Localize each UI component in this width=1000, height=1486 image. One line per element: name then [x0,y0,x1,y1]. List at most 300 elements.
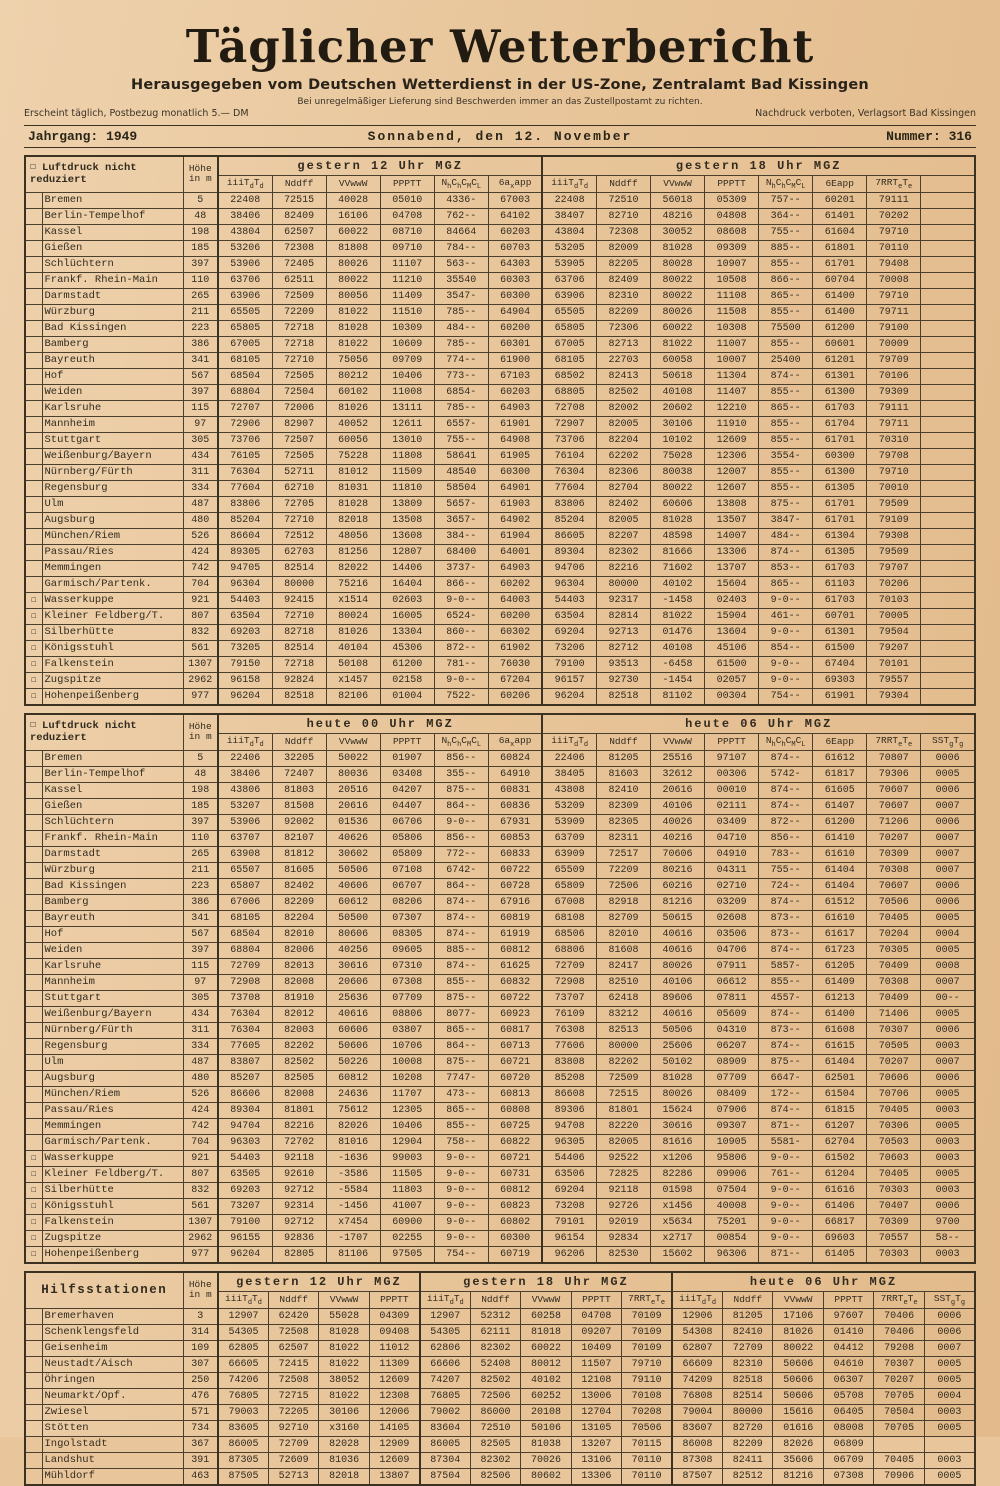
station-name: Bamberg [42,894,183,910]
station-row [25,1070,975,1086]
data-cell: 67404 [813,656,867,672]
data-cell: -1458 [651,592,705,608]
data-cell: 781-- [434,656,488,672]
station-row [25,1404,975,1420]
data-cell: 13508 [380,512,434,528]
data-cell: 87504 [420,1468,470,1485]
data-cell: 72709 [542,958,596,974]
volume-label: Jahrgang: 1949 [28,129,138,144]
data-cell: 72718 [272,656,326,672]
data-cell: 94704 [218,1118,272,1134]
data-cell: 71602 [651,560,705,576]
data-cell: 60022 [651,320,705,336]
data-cell: 9-0-- [434,1198,488,1214]
data-cell: 60202 [488,576,542,592]
data-cell: 875-- [759,1054,813,1070]
data-cell: 68105 [542,352,596,368]
data-cell: 70503 [867,1134,921,1150]
data-cell: 10907 [705,256,759,272]
data-cell: 0003 [921,1182,975,1198]
data-cell: 63706 [542,272,596,288]
issue-number: Nummer: 316 [886,129,972,144]
data-cell: 00-- [921,990,975,1006]
row-checkbox [25,192,42,208]
data-cell: 60606 [326,1022,380,1038]
station-row [25,624,975,640]
corner-label: ☐ Luftdruck nicht reduziert [25,714,183,750]
station-row [25,448,975,464]
data-cell: 8077- [434,1006,488,1022]
station-name: Regensburg [42,1038,183,1054]
data-cell: 79109 [867,512,921,528]
data-cell: 6647- [759,1070,813,1086]
observations-table-gestern-12-18 [24,155,976,706]
data-cell: 80000 [272,576,326,592]
data-cell: 79711 [867,304,921,320]
data-cell: 08008 [823,1420,873,1436]
data-cell: 15602 [651,1246,705,1263]
data-cell: 94708 [542,1118,596,1134]
data-cell: 758-- [434,1134,488,1150]
row-checkbox [25,448,42,464]
row-checkbox [25,1102,42,1118]
data-cell: -3586 [326,1166,380,1182]
data-cell: 0005 [921,1166,975,1182]
data-cell: 07308 [823,1468,873,1485]
data-cell: 25516 [651,750,705,766]
data-cell: 96204 [542,688,596,705]
station-name: Schlüchtern [42,256,183,272]
data-cell: 82310 [596,288,650,304]
data-cell: 64904 [488,304,542,320]
row-checkbox [25,1022,42,1038]
data-cell: 72710 [272,608,326,624]
data-cell: 72715 [268,1388,318,1404]
data-cell: 82505 [272,1070,326,1086]
data-cell: 67103 [488,368,542,384]
data-cell: 63706 [218,272,272,288]
data-cell: 92730 [596,672,650,688]
station-name: Garmisch/Partenk. [42,1134,183,1150]
data-cell: 10406 [380,368,434,384]
row-checkbox [25,1086,42,1102]
data-cell: 82530 [596,1246,650,1263]
data-cell: 76304 [218,464,272,480]
data-cell: 81022 [319,1356,369,1372]
data-cell: 0004 [921,926,975,942]
data-cell: 63906 [542,288,596,304]
data-cell: 61301 [813,368,867,384]
row-checkbox [25,1054,42,1070]
data-cell: 53209 [542,798,596,814]
data-cell: 10706 [380,1038,434,1054]
station-row [25,496,975,512]
data-cell: 82003 [272,1022,326,1038]
row-checkbox [25,942,42,958]
data-cell [921,624,975,640]
data-cell: 05806 [380,830,434,846]
data-cell: 10309 [380,320,434,336]
station-name: Falkenstein [42,656,183,672]
data-cell [921,528,975,544]
data-cell: 82720 [723,1420,773,1436]
data-cell: 64003 [488,592,542,608]
data-cell: 70405 [867,910,921,926]
station-row [25,464,975,480]
station-height: 742 [183,1118,218,1134]
data-cell: 72702 [272,1134,326,1150]
data-cell: 60300 [488,288,542,304]
data-cell: 06707 [380,878,434,894]
station-height: 115 [183,958,218,974]
data-cell: 05708 [823,1388,873,1404]
data-cell: 79100 [867,320,921,336]
data-cell [921,400,975,416]
data-cell: 68105 [218,910,272,926]
data-cell: 06405 [823,1404,873,1420]
data-cell: 50102 [651,1054,705,1070]
data-cell: 79150 [218,656,272,672]
data-cell: 07308 [380,974,434,990]
data-cell: 61500 [813,640,867,656]
station-name: Zugspitze [42,1230,183,1246]
data-cell: 66605 [218,1356,268,1372]
data-cell: 72705 [272,496,326,512]
data-cell: 0006 [921,1022,975,1038]
data-cell: 10508 [705,272,759,288]
data-cell: 81022 [319,1388,369,1404]
column-header: PPPTT [705,176,759,193]
data-cell: 77604 [542,480,596,496]
row-checkbox [25,528,42,544]
data-cell: 5581- [759,1134,813,1150]
data-cell: 872-- [434,640,488,656]
station-name: München/Riem [42,1086,183,1102]
data-cell: 60728 [488,878,542,894]
column-header: VVwwW [521,1291,571,1308]
station-height: 314 [183,1324,218,1340]
data-cell: 83212 [596,1006,650,1022]
auxiliary-stations-table [24,1271,976,1486]
data-cell: 82409 [596,272,650,288]
group-title: heute 06 Uhr MGZ [672,1272,975,1292]
data-cell: 81022 [651,336,705,352]
data-cell: 81812 [272,846,326,862]
data-cell: 67931 [488,814,542,830]
station-height: 211 [183,862,218,878]
data-cell: 32612 [651,766,705,782]
data-cell: 10102 [651,432,705,448]
data-cell: 12210 [705,400,759,416]
row-checkbox [25,1372,42,1388]
station-height: 198 [183,782,218,798]
data-cell: 16404 [380,576,434,592]
data-cell: 67008 [542,894,596,910]
station-name: Stötten [42,1420,183,1436]
data-cell: 866-- [434,576,488,592]
data-cell: 70208 [622,1404,672,1420]
data-cell: 62507 [268,1340,318,1356]
data-cell: 40102 [651,576,705,592]
station-row [25,1452,975,1468]
column-header: $iiiT_dT_d$ [420,1291,470,1308]
masthead-subtitle: Herausgegeben vom Deutschen Wetterdienst in der US-Zone, Zentralamt Bad Kissingen [131,77,869,93]
data-cell: 81666 [651,544,705,560]
data-cell: 855-- [759,432,813,448]
data-cell: 61801 [813,240,867,256]
data-cell: 70202 [867,208,921,224]
data-cell: 65805 [542,320,596,336]
station-name: Kleiner Feldberg/T. [42,608,183,624]
data-cell: 89606 [651,990,705,1006]
data-cell: 20616 [651,782,705,798]
data-cell: 0005 [924,1420,975,1436]
data-cell: 82209 [723,1436,773,1452]
data-cell: 9-0-- [759,1214,813,1230]
column-header: PPPTT [571,1291,621,1308]
data-cell: 76304 [218,1022,272,1038]
column-header: $7RRT_eT_e$ [867,733,921,750]
data-cell [921,480,975,496]
station-row [25,432,975,448]
row-checkbox: ☐ [25,1246,42,1263]
data-cell: 13608 [380,528,434,544]
data-cell: 03506 [705,926,759,942]
data-cell: 81031 [326,480,380,496]
data-cell: 02158 [380,672,434,688]
data-cell: 89304 [542,544,596,560]
data-cell: 58-- [921,1230,975,1246]
station-name: Silberhütte [42,624,183,640]
data-cell: 96304 [542,576,596,592]
station-row [25,592,975,608]
data-cell: 865-- [759,400,813,416]
data-cell: 11409 [380,288,434,304]
data-cell: 50500 [326,910,380,926]
column-header: $iiiT_dT_d$ [542,733,596,750]
data-cell: 30602 [326,846,380,862]
data-cell: 60833 [488,846,542,862]
data-cell: 82018 [326,512,380,528]
data-cell: 15904 [705,608,759,624]
station-height: 734 [183,1420,218,1436]
data-cell: 784-- [434,240,488,256]
data-cell: 73207 [218,1198,272,1214]
row-checkbox [25,368,42,384]
data-cell: 11510 [380,304,434,320]
data-cell: 72709 [218,958,272,974]
data-cell [924,1436,975,1452]
data-cell: 64908 [488,432,542,448]
station-name: Kassel [42,782,183,798]
data-cell: 70409 [867,958,921,974]
data-cell: 9-0-- [434,1182,488,1198]
data-cell: 865-- [759,288,813,304]
data-cell: 82205 [596,256,650,272]
station-name: Weißenburg/Bayern [42,448,183,464]
data-cell: 773-- [434,368,488,384]
data-cell: 80026 [651,1086,705,1102]
column-header: $iiiT_dT_d$ [218,733,272,750]
station-name: Passau/Ries [42,1102,183,1118]
data-cell: 63707 [218,830,272,846]
station-row [25,878,975,894]
column-header: $7RRT_eT_e$ [622,1291,672,1308]
data-cell: 05609 [705,1006,759,1022]
subscription-note: Erscheint täglich, Postbezug monatlich 5.— DM [24,108,249,119]
data-cell: 83605 [218,1420,268,1436]
row-checkbox [25,1468,42,1485]
station-height: 480 [183,512,218,528]
row-checkbox [25,1134,42,1150]
data-cell: 61902 [488,640,542,656]
data-cell: 855-- [759,336,813,352]
data-cell: 10406 [380,1118,434,1134]
row-checkbox: ☐ [25,1214,42,1230]
data-cell: 64102 [488,208,542,224]
data-cell: 82202 [596,1054,650,1070]
data-cell: 61401 [813,208,867,224]
data-cell: 96204 [218,1246,272,1263]
data-cell: 20108 [521,1404,571,1420]
data-cell: 92019 [596,1214,650,1230]
data-cell: 15616 [773,1404,823,1420]
station-height: 434 [183,448,218,464]
column-header: 6Eapp [813,733,867,750]
data-cell: 12909 [369,1436,419,1452]
data-cell: 62511 [272,272,326,288]
data-cell: 09605 [380,942,434,958]
data-cell: 865-- [434,1102,488,1118]
data-cell: 61404 [813,862,867,878]
data-cell: 85204 [542,512,596,528]
data-cell: 96154 [542,1230,596,1246]
column-header: VVwwW [326,176,380,193]
station-row [25,1420,975,1436]
data-cell [921,432,975,448]
station-height: 223 [183,320,218,336]
data-cell: 9-0-- [434,1230,488,1246]
data-cell: 08710 [380,224,434,240]
data-cell: 80000 [596,576,650,592]
station-name: Weiden [42,384,183,400]
data-cell: 60200 [488,320,542,336]
column-header: $6a_xapp$ [488,733,542,750]
data-cell: 61409 [813,974,867,990]
data-cell: 79111 [867,192,921,208]
row-checkbox [25,464,42,480]
data-cell: 79308 [867,528,921,544]
station-row [25,798,975,814]
station-height: 561 [183,640,218,656]
data-cell: 82402 [596,496,650,512]
data-cell: 81028 [651,1070,705,1086]
station-row [25,544,975,560]
data-cell: 724-- [759,878,813,894]
data-cell: 61213 [813,990,867,1006]
data-cell: 76105 [218,448,272,464]
data-cell: 80022 [773,1340,823,1356]
data-cell: 72505 [272,448,326,464]
data-cell: 04708 [380,208,434,224]
station-height: 391 [183,1452,218,1468]
data-cell: 855-- [759,480,813,496]
station-height: 424 [183,544,218,560]
data-cell: 70606 [651,846,705,862]
station-height: 977 [183,688,218,705]
data-cell: 61406 [813,1198,867,1214]
station-height: 211 [183,304,218,320]
station-row [25,766,975,782]
data-cell: 45106 [705,640,759,656]
data-cell: 11304 [705,368,759,384]
data-cell: 02255 [380,1230,434,1246]
data-cell: 70307 [874,1356,924,1372]
data-cell: 70705 [874,1420,924,1436]
data-cell: 72908 [542,974,596,990]
data-cell: 79710 [867,224,921,240]
data-cell: 461-- [759,608,813,624]
data-cell: 48056 [326,528,380,544]
station-height: 832 [183,624,218,640]
data-cell: 70705 [874,1388,924,1404]
data-cell: 80028 [651,256,705,272]
station-name: Darmstadt [42,846,183,862]
station-height: 704 [183,1134,218,1150]
data-cell: 72710 [272,352,326,368]
data-cell: -1707 [326,1230,380,1246]
data-cell: 61301 [813,624,867,640]
data-cell: 79208 [874,1340,924,1356]
data-cell: 61901 [813,688,867,705]
data-cell: 92118 [596,1182,650,1198]
data-cell: 62807 [672,1340,722,1356]
data-cell: 69204 [542,624,596,640]
data-cell: 11803 [380,1182,434,1198]
data-cell: 6524- [434,608,488,624]
data-cell: 9-0-- [759,1182,813,1198]
data-cell: 874-- [434,958,488,974]
column-header: $7RRT_eT_e$ [867,176,921,193]
data-cell: 874-- [759,368,813,384]
station-name: Berlin-Tempelhof [42,208,183,224]
station-height: 1307 [183,1214,218,1230]
station-row [25,958,975,974]
data-cell: 60836 [488,798,542,814]
data-cell: 80022 [326,272,380,288]
data-cell: 02057 [705,672,759,688]
data-cell: 04412 [823,1340,873,1356]
data-cell: 99003 [380,1150,434,1166]
data-cell: 6557- [434,416,488,432]
data-cell: 70310 [867,432,921,448]
data-cell: 00304 [705,688,759,705]
data-cell: 52713 [268,1468,318,1485]
data-cell: 874-- [434,910,488,926]
data-cell: 04309 [369,1308,419,1324]
data-cell: 0003 [921,1134,975,1150]
group-title: gestern 18 Uhr MGZ [420,1272,672,1292]
data-cell: 67003 [488,192,542,208]
data-cell: 70207 [874,1372,924,1388]
data-cell [921,672,975,688]
data-cell: 92824 [272,672,326,688]
data-cell: 68804 [218,384,272,400]
data-cell: 856-- [434,750,488,766]
data-cell: 48540 [434,464,488,480]
data-cell: 82026 [326,1118,380,1134]
data-cell: 79111 [867,400,921,416]
